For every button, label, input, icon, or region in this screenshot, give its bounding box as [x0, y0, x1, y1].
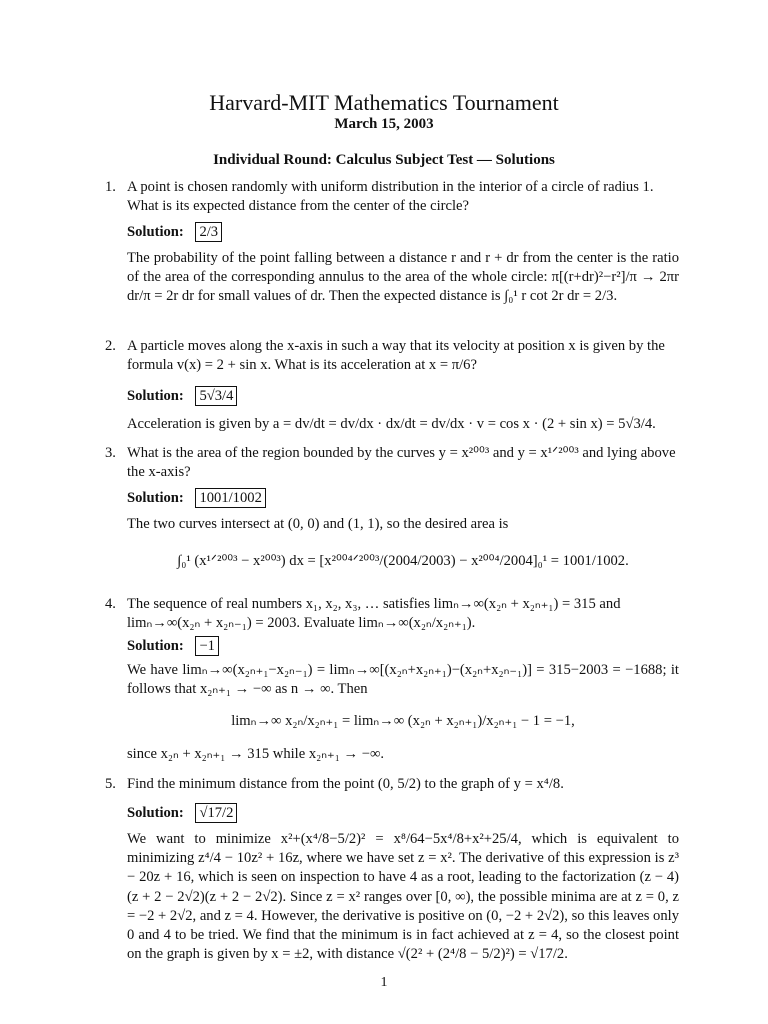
- problem-question: What is the area of the region bounded by the curves y = x²⁰⁰³ and y = x¹ᐟ²⁰⁰³ and lying above the x-axis?: [127, 445, 676, 480]
- explanation-1: The probability of the point falling between a distance r and r + dr from the center is the ratio of the area of the corresponding annulus to the area of the whole circle: π[(r+dr)²−r²]/π → 2πr dr/π = 2r dr for small values of dr. Then the expected distance is ∫₀¹ r cot 2r dr = 2/3.: [127, 250, 679, 305]
- problem-number: 4.: [105, 596, 116, 612]
- answer-box: 1001/1002: [195, 488, 265, 508]
- problem-3: [105, 444, 679, 482]
- answer-box: 2/3: [195, 222, 222, 242]
- display-equation-4: limₙ→∞ x₂ₙ/x₂ₙ₊₁ = limₙ→∞ (x₂ₙ + x₂ₙ₊₁)/x₂ₙ₊₁ − 1 = −1,: [231, 713, 575, 729]
- problem-number: 1.: [105, 179, 116, 195]
- problem-number: 2.: [105, 338, 116, 354]
- explanation-5: We want to minimize x²+(x⁴/8−5/2)² = x⁸/64−5x⁴/8+x²+25/4, which is equivalent to minimizing z⁴/4 − 10z² + 16z, where we have set z = x². The derivative of this expression is z³ − 20z + 16, which is seen on inspection to have 4 as a root, leading to the factorization (z − 4)(z + 2 − 2√2)(z + 2 − 2√2). Since z = x² ranges over [0, ∞), the possible minima are at z = 0, z = −2 + 2√2, and z = 4. However, the derivative is positive on (0, −2 + 2√2), so this leaves only 0 and 4 to be tried. We find that the minimum is in fact achieved at z = 4, so the closest point on the graph is given by x = ±2, with distance √(2² + (2⁴/8 − 5/2)²) = √17/2.: [127, 831, 679, 963]
- problem-question: Find the minimum distance from the point (0, 5/2) to the graph of y = x⁴/8.: [127, 776, 564, 792]
- problem-number: 5.: [105, 776, 116, 792]
- document-title: Harvard-MIT Mathematics Tournament: [209, 90, 559, 115]
- problem-2: [105, 337, 679, 375]
- solution-2: [127, 386, 679, 406]
- problem-question: The sequence of real numbers x₁, x₂, x₃, … satisfies limₙ→∞(x₂ₙ + x₂ₙ₊₁) = 315 and limₙ→∞(x₂ₙ + x₂ₙ₋₁) = 2003. Evaluate limₙ→∞(x₂ₙ/x₂ₙ₊₁).: [127, 596, 621, 631]
- solution-3: [127, 488, 679, 508]
- answer-box: √17/2: [195, 803, 237, 823]
- problem-number: 3.: [105, 445, 116, 461]
- solution-label: Solution:: [127, 638, 184, 654]
- solution-label: Solution:: [127, 490, 184, 506]
- explanation-4: We have limₙ→∞(x₂ₙ₊₁−x₂ₙ₋₁) = limₙ→∞[(x₂ₙ+x₂ₙ₊₁)−(x₂ₙ+x₂ₙ₋₁)] = 315−2003 = −1688; it follows that x₂ₙ₊₁ → −∞ as n → ∞. Then: [127, 662, 679, 698]
- explanation-4-after: since x₂ₙ + x₂ₙ₊₁ → 315 while x₂ₙ₊₁ → −∞.: [127, 746, 385, 762]
- round-heading: Individual Round: Calculus Subject Test — Solutions: [213, 152, 555, 168]
- solution-label: Solution:: [127, 805, 184, 821]
- answer-box: −1: [195, 636, 219, 656]
- answer-box: 5√3/4: [195, 386, 237, 406]
- display-equation-3: ∫₀¹ (x¹ᐟ²⁰⁰³ − x²⁰⁰³) dx = [x²⁰⁰⁴ᐟ²⁰⁰³/(2004/2003) − x²⁰⁰⁴/2004]₀¹ = 1001/1002.: [177, 553, 629, 569]
- problem-5: [105, 775, 679, 794]
- explanation-3: The two curves intersect at (0, 0) and (1, 1), so the desired area is: [127, 516, 509, 532]
- solution-label: Solution:: [127, 224, 184, 240]
- problem-1: [105, 178, 679, 216]
- explanation-2: Acceleration is given by a = dv/dt = dv/dx · dx/dt = dv/dx · v = cos x · (2 + sin x) = 5√3/4.: [127, 416, 656, 432]
- page-number: 1: [380, 975, 388, 990]
- solution-4: [127, 636, 679, 656]
- problem-question: A point is chosen randomly with uniform distribution in the interior of a circle of radius 1. What is its expected distance from the center of the circle?: [127, 179, 654, 214]
- solution-5: [127, 803, 679, 823]
- document-date: March 15, 2003: [334, 116, 434, 132]
- problem-question: A particle moves along the x-axis in such a way that its velocity at position x is given by the formula v(x) = 2 + sin x. What is its acceleration at x = π/6?: [127, 338, 665, 373]
- solution-label: Solution:: [127, 388, 184, 404]
- solution-1: [127, 222, 679, 242]
- problem-4: [105, 595, 679, 633]
